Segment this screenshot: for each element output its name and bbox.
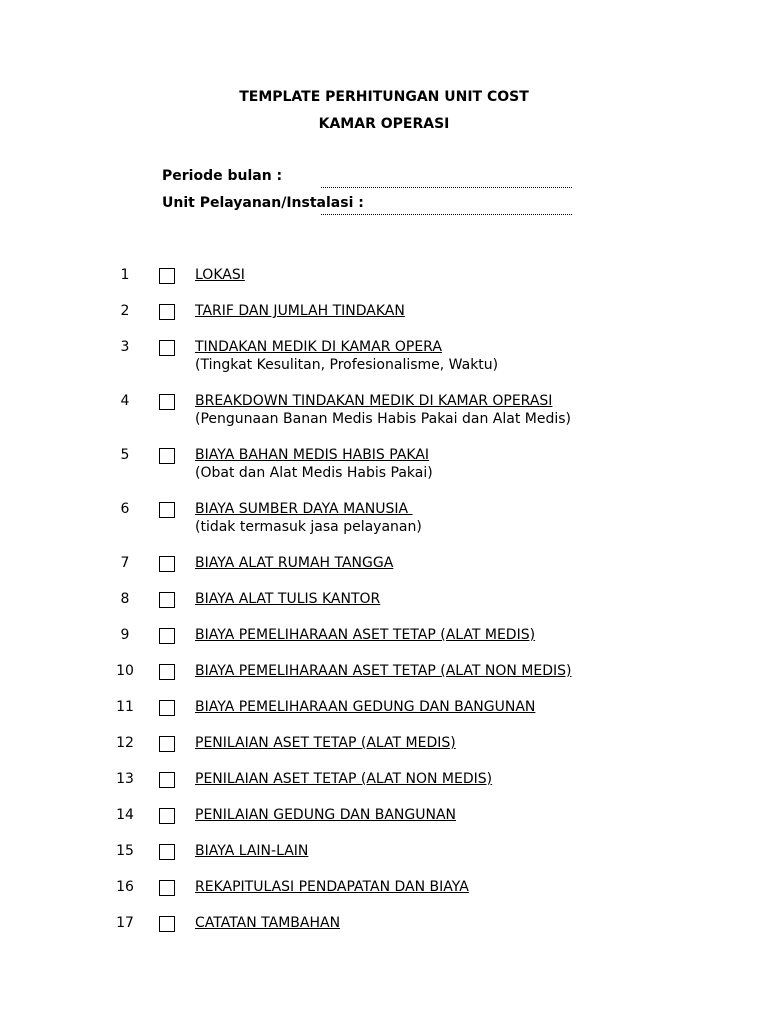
checkbox-icon[interactable]: [159, 448, 175, 464]
checkbox-icon[interactable]: [159, 844, 175, 860]
item-label[interactable]: BIAYA SUMBER DAYA MANUSIA: [195, 501, 413, 517]
checkbox-icon[interactable]: [159, 592, 175, 608]
checklist-item: [0, 303, 768, 343]
checkbox-icon[interactable]: [159, 556, 175, 572]
checklist-item: [0, 807, 768, 847]
unit-input-line[interactable]: [321, 214, 572, 215]
unit-label: Unit Pelayanan/Instalasi :: [162, 195, 364, 211]
checklist-item: [0, 555, 768, 595]
checklist-item: [0, 879, 768, 919]
periode-input-line[interactable]: [321, 187, 572, 188]
item-label[interactable]: BREAKDOWN TINDAKAN MEDIK DI KAMAR OPERASI: [195, 393, 553, 409]
checklist-item: [0, 663, 768, 703]
item-label[interactable]: BIAYA PEMELIHARAAN ASET TETAP (ALAT NON MEDIS): [195, 663, 572, 679]
document-title: TEMPLATE PERHITUNGAN UNIT COST: [239, 89, 529, 105]
checklist-item: [0, 915, 768, 955]
checklist-item: [0, 339, 768, 379]
item-label[interactable]: BIAYA PEMELIHARAAN ASET TETAP (ALAT MEDIS): [195, 627, 536, 643]
item-number: 17: [116, 915, 134, 931]
item-number: 1: [120, 267, 130, 283]
checkbox-icon[interactable]: [159, 736, 175, 752]
item-description: (Obat dan Alat Medis Habis Pakai): [195, 465, 433, 481]
checklist-item: [0, 501, 768, 541]
item-number: 6: [120, 501, 130, 517]
item-label[interactable]: BIAYA ALAT RUMAH TANGGA: [195, 555, 394, 571]
item-label[interactable]: PENILAIAN ASET TETAP (ALAT MEDIS): [195, 735, 456, 751]
item-label[interactable]: BIAYA LAIN-LAIN: [195, 843, 309, 859]
checkbox-icon[interactable]: [159, 340, 175, 356]
checklist-item: [0, 843, 768, 883]
item-number: 9: [120, 627, 130, 643]
checkbox-icon[interactable]: [159, 268, 175, 284]
periode-label: Periode bulan :: [162, 168, 283, 184]
item-description: (tidak termasuk jasa pelayanan): [195, 519, 422, 535]
checklist-item: [0, 267, 768, 307]
checkbox-icon[interactable]: [159, 628, 175, 644]
item-number: 14: [116, 807, 134, 823]
item-label[interactable]: BIAYA PEMELIHARAAN GEDUNG DAN BANGUNAN: [195, 699, 536, 715]
item-label[interactable]: PENILAIAN GEDUNG DAN BANGUNAN: [195, 807, 457, 823]
item-number: 3: [120, 339, 130, 355]
item-number: 15: [116, 843, 134, 859]
checkbox-icon[interactable]: [159, 664, 175, 680]
checkbox-icon[interactable]: [159, 916, 175, 932]
checklist-item: [0, 735, 768, 775]
item-number: 10: [116, 663, 134, 679]
checklist-item: [0, 447, 768, 487]
checkbox-icon[interactable]: [159, 394, 175, 410]
item-number: 2: [120, 303, 130, 319]
checkbox-icon[interactable]: [159, 808, 175, 824]
checklist-item: [0, 771, 768, 811]
item-label[interactable]: TINDAKAN MEDIK DI KAMAR OPERA: [195, 339, 442, 355]
item-number: 7: [120, 555, 130, 571]
item-number: 8: [120, 591, 130, 607]
checkbox-icon[interactable]: [159, 700, 175, 716]
item-number: 12: [116, 735, 134, 751]
item-number: 16: [116, 879, 134, 895]
checkbox-icon[interactable]: [159, 502, 175, 518]
checklist-item: [0, 591, 768, 631]
item-label[interactable]: REKAPITULASI PENDAPATAN DAN BIAYA: [195, 879, 469, 895]
checklist-item: [0, 393, 768, 433]
item-number: 4: [120, 393, 130, 409]
checkbox-icon[interactable]: [159, 772, 175, 788]
item-label[interactable]: TARIF DAN JUMLAH TINDAKAN: [195, 303, 405, 319]
item-number: 13: [116, 771, 134, 787]
item-number: 5: [120, 447, 130, 463]
item-label[interactable]: BIAYA ALAT TULIS KANTOR: [195, 591, 381, 607]
checklist-item: [0, 699, 768, 739]
item-label[interactable]: BIAYA BAHAN MEDIS HABIS PAKAI: [195, 447, 430, 463]
item-label[interactable]: CATATAN TAMBAHAN: [195, 915, 341, 931]
item-number: 11: [116, 699, 134, 715]
item-description: (Pengunaan Banan Medis Habis Pakai dan Alat Medis): [195, 411, 571, 427]
item-label[interactable]: PENILAIAN ASET TETAP (ALAT NON MEDIS): [195, 771, 493, 787]
document-subtitle: KAMAR OPERASI: [318, 116, 450, 132]
checkbox-icon[interactable]: [159, 304, 175, 320]
checklist-item: [0, 627, 768, 667]
item-description: (Tingkat Kesulitan, Profesionalisme, Waktu): [195, 357, 499, 373]
item-label[interactable]: LOKASI: [195, 267, 245, 283]
checkbox-icon[interactable]: [159, 880, 175, 896]
